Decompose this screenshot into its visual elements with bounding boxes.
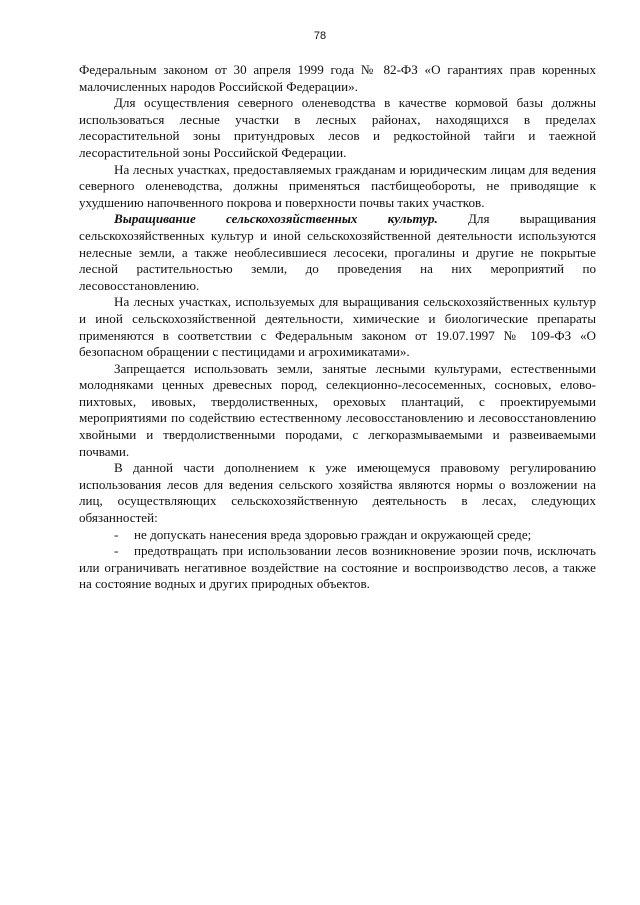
list-item — [79, 527, 596, 544]
obligations-list — [79, 527, 596, 593]
document-body — [79, 62, 596, 593]
paragraph-crop-cultivation — [79, 211, 596, 294]
paragraph-reindeer-herding-forage: Для осуществления северного оленеводства в качестве кормовой базы должны использоваться лесные участки в лесных районах, находящихся в пределах лесорастительной зоны притундровых лесов и редкостойной тайги и таежной лесорастительной зоны Российской Федерации. — [79, 95, 596, 160]
list-item — [79, 543, 596, 593]
list-item-text: предотвращать при использовании лесов возникновение эрозии почв, исключать или ограничивать негативное воздействие на состояние и воспроизводство лесов, а также на состояние водных и других природных объектов. — [79, 543, 596, 592]
list-marker: - — [114, 526, 119, 542]
page-number: 78 — [313, 30, 327, 42]
paragraph-prohibited-lands: Запрещается использовать земли, занятые лесными культурами, естественными молодняками ценных древесных пород, селекционно-лесосеменных, сосновых, елово-пихтовых, ивовых, твердолиственных, ореховых плантаций, с проектируемыми мероприятиями по содействию естественному лесовосстановлению и лесовосстановлению хвойными и твердолиственными породами, с легкоразмываемыми и развеиваемыми почвами. — [79, 360, 596, 459]
paragraph-obligations-intro: В данной части дополнением к уже имеющемуся правовому регулированию использования лесов для ведения сельского хозяйства являются нормы о возложении на лиц, осуществляющих сельскохозяйственную деятельность в лесах, следующих обязанностей: — [79, 460, 596, 526]
paragraph-pasture-rotation: На лесных участках, предоставляемых гражданам и юридическим лицам для ведения северного оленеводства, должны применяться пастбищеобороты, не приводящие к ухудшению напочвенного покрова и поверхности почвы таких участков. — [79, 161, 596, 210]
crop-cultivation-text: Для выращивания сельскохозяйственных культур и иной сельскохозяйственной деятельности используются нелесные земли, а также необлесившиеся лесосеки, прогалины и другие не покрытые лесной растительностью земли, до проведения на них мероприятий по лесовосстановлению. — [79, 211, 596, 293]
list-marker: - — [114, 543, 119, 559]
list-item-text: не допускать нанесения вреда здоровью граждан и окружающей среде; — [134, 526, 532, 542]
section-heading-crop-cultivation: Выращивание сельскохозяйственных культур. — [114, 211, 438, 227]
paragraph-federal-law-82: Федеральным законом от 30 апреля 1999 года № 82-ФЗ «О гарантиях прав коренных малочисленных народов Российской Федерации». — [79, 62, 596, 94]
paragraph-pesticides-law: На лесных участках, используемых для выращивания сельскохозяйственных культур и иной сельскохозяйственной деятельности, химические и биологические препараты применяются в соответствии с Федеральным законом от 19.07.1997 № 109-ФЗ «О безопасном обращении с пестицидами и агрохимикатами». — [79, 294, 596, 360]
